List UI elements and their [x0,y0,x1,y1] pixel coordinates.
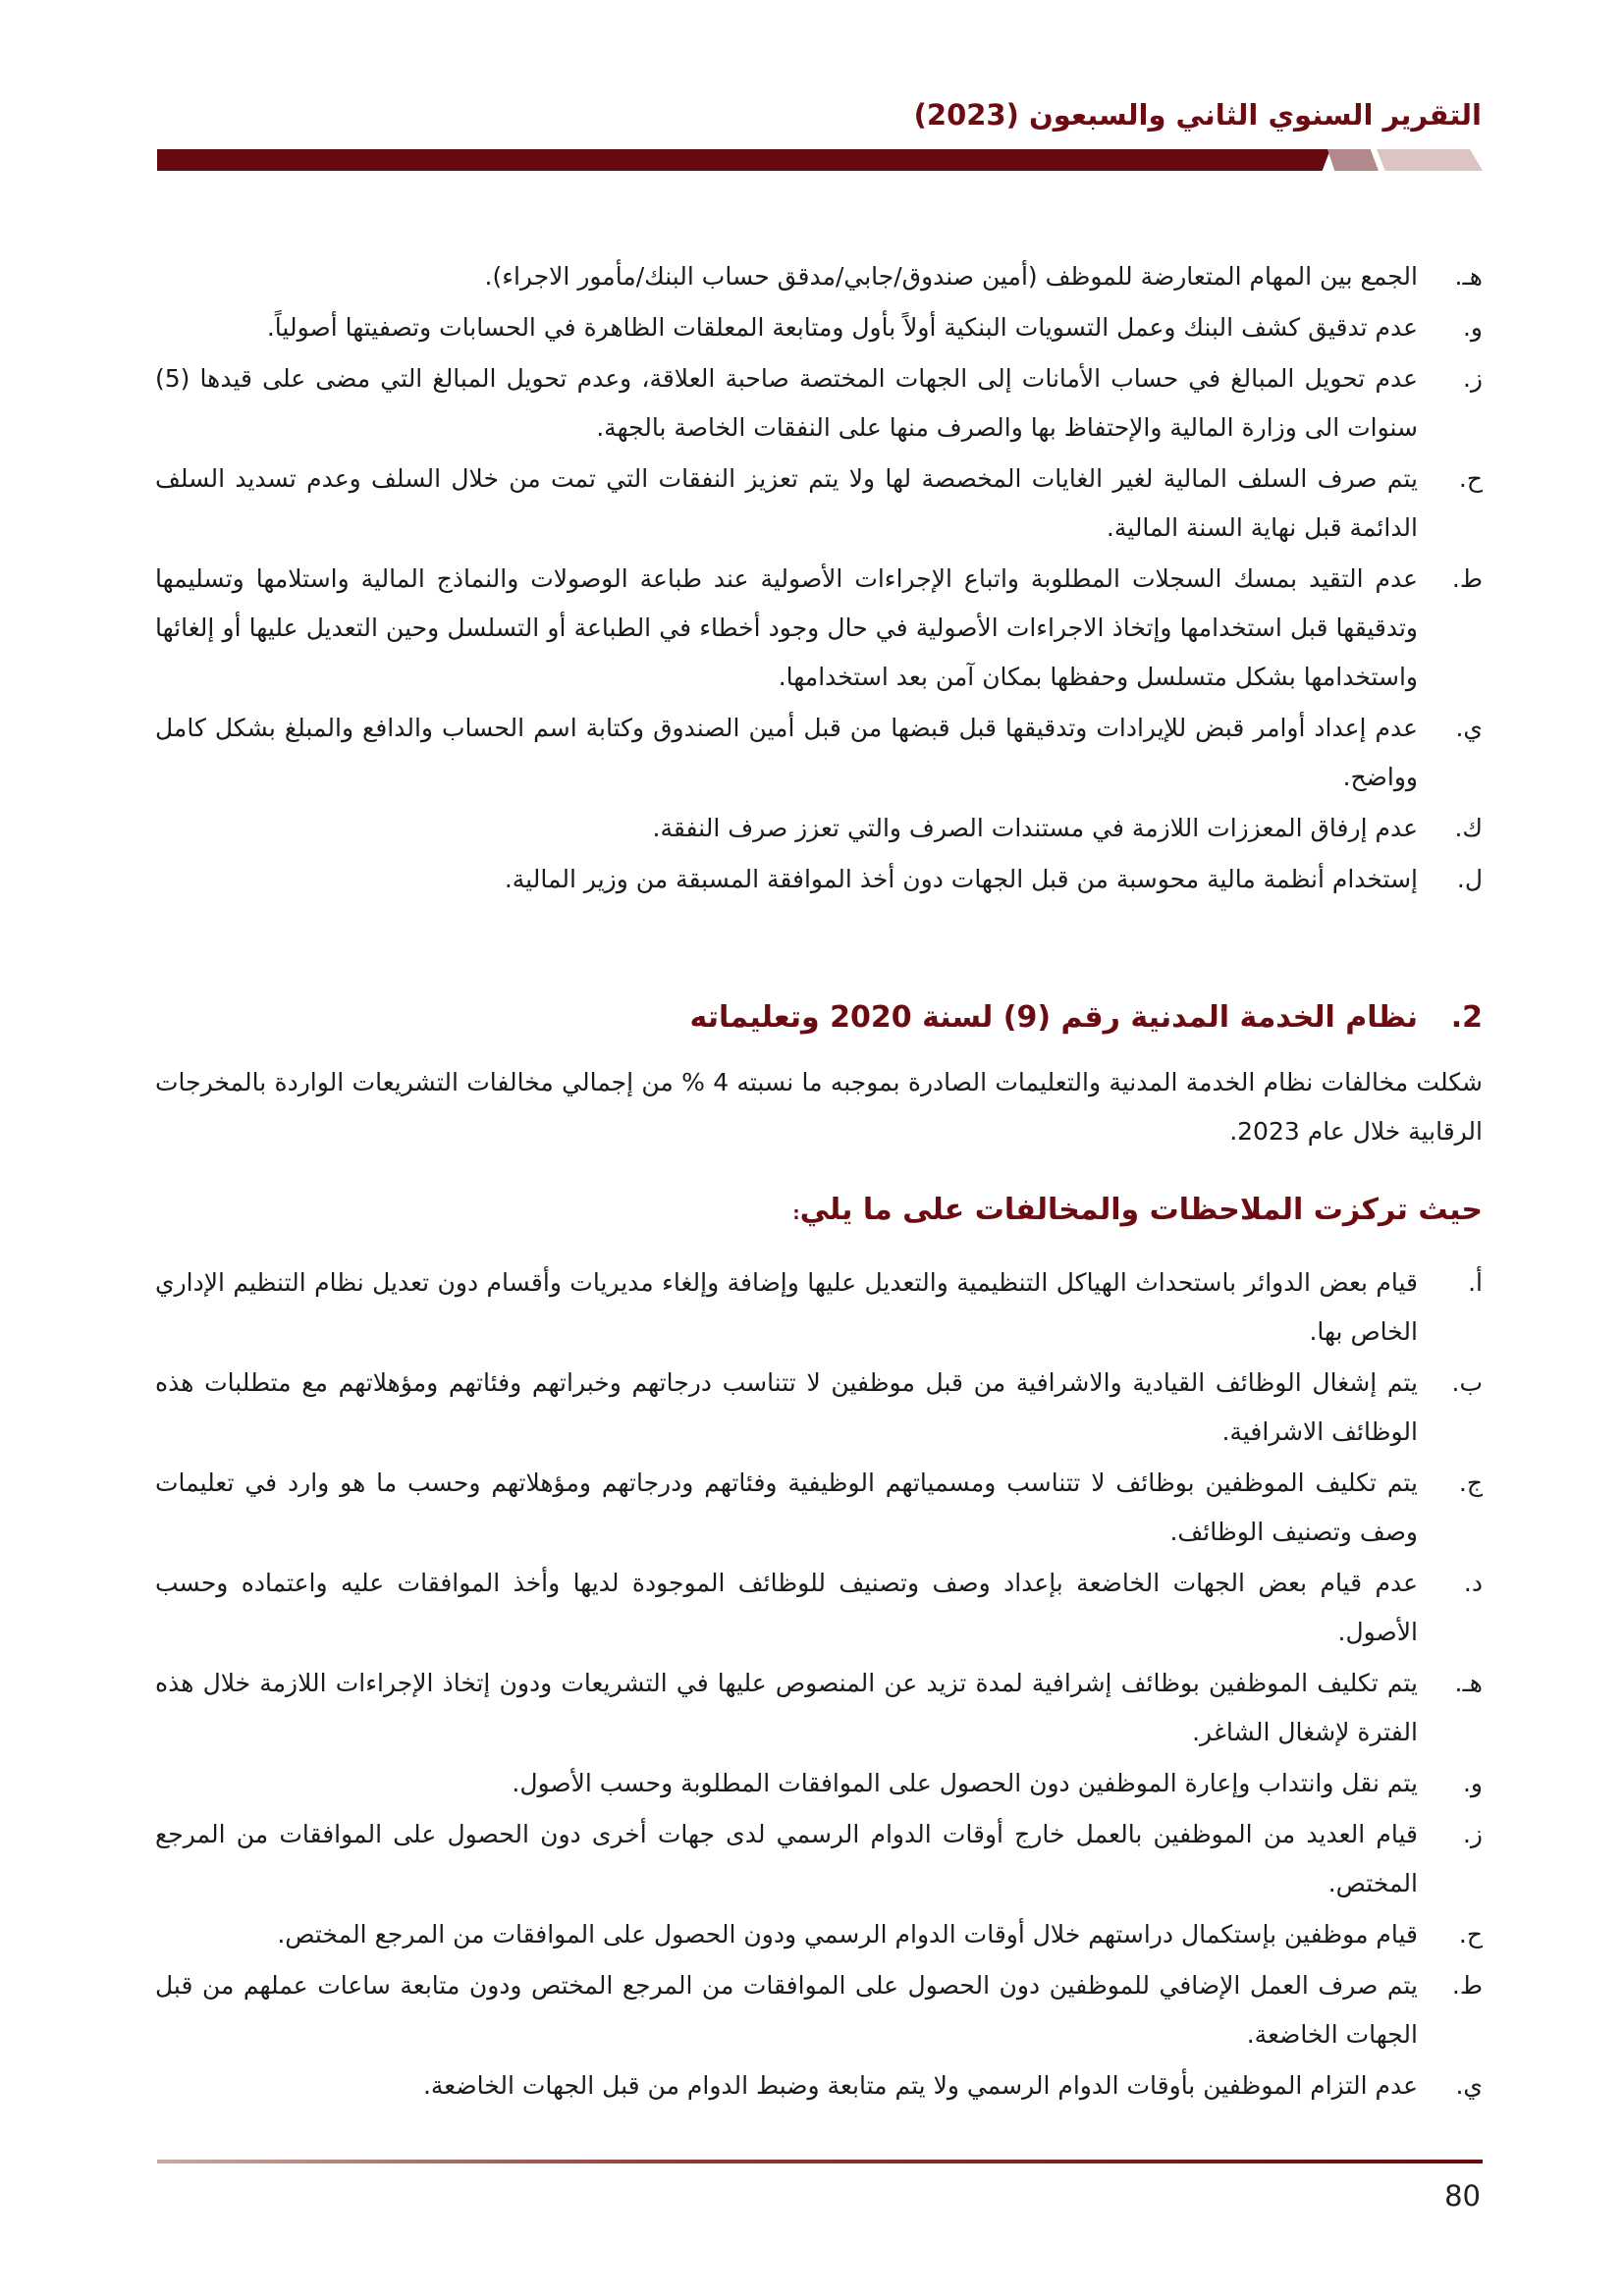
list-item-text: يتم صرف السلف المالية لغير الغايات المخصصة لها ولا يتم تعزيز النفقات التي تمت من خلال السلف وعدم تسديد السلف الدائمة قبل نهاية السنة المالية. [155,464,1418,542]
list-item-text: يتم نقل وانتداب وإعارة الموظفين دون الحصول على الموافقات المطلوبة وحسب الأصول. [512,1769,1418,1797]
list-item [155,1810,1483,1908]
list-item-label: ي. [1455,714,1483,742]
list-item-text: يتم إشغال الوظائف القيادية والاشرافية من قبل موظفين لا تتناسب درجاتهم وخبراتهم وفئاتهم ومؤهلاتهم مع متطلبات هذه الوظائف الاشرافية. [155,1368,1418,1446]
list-item-text: قيام موظفين بإستكمال دراستهم خلال أوقات الدوام الرسمي ودون الحصول على الموافقات من المرجع المختص. [277,1920,1418,1949]
list-item-label: ح. [1458,464,1483,493]
header-bar-accent [1327,149,1379,171]
subheading-text: حيث تركزت الملاحظات والمخالفات على ما يلي [799,1193,1483,1227]
section-paragraph: شكلت مخالفات نظام الخدمة المدنية والتعليمات الصادرة بموجبه ما نسبته 4 % من إجمالي مخالفات التشريعات الواردة بالمخرجات الرقابية خلال عام 2023. [155,1068,1483,1146]
list-item [155,804,1483,853]
list-item-text: قيام بعض الدوائر باستحداث الهياكل التنظيمية والتعديل عليها وإضافة وإلغاء مديريات وأقسام دون تعديل نظام التنظيم الإداري الخاص بها. [155,1268,1418,1346]
list-item-text: قيام العديد من الموظفين بالعمل خارج أوقات الدوام الرسمي لدى جهات أخرى دون الحصول على الموافقات من المرجع المختص. [155,1820,1418,1897]
financial-violations-list [155,252,1483,906]
civil-service-violations-list [155,1258,1483,2110]
list-item [155,252,1483,301]
list-item-label: هـ. [1454,262,1483,291]
list-item-text: عدم تدقيق كشف البنك وعمل التسويات البنكية أولاً بأول ومتابعة المعلقات الظاهرة في الحسابات وتصفيتها أصولياً. [266,313,1418,342]
list-item [155,303,1483,352]
list-item-label: ج. [1458,1468,1483,1497]
list-item-label: أ. [1468,1268,1483,1297]
list-item-label: ي. [1455,2071,1483,2100]
list-item-label: ز. [1462,1820,1483,1848]
report-title: التقرير السنوي الثاني والسبعون (2023) [913,98,1482,132]
list-item-label: ز. [1462,364,1483,393]
list-item [155,1961,1483,2059]
list-item [155,2061,1483,2110]
list-item-label: ط. [1451,564,1483,593]
list-item [155,1759,1483,1808]
subheading [155,1186,1483,1239]
list-item [155,855,1483,904]
list-item-text: عدم إعداد أوامر قبض للإيرادات وتدقيقها قبل قبضها من قبل أمين الصندوق وكتابة اسم الحساب والدافع والمبلغ بشكل كامل وواضح. [155,714,1418,791]
list-item [155,704,1483,802]
header-bar [157,149,1330,171]
list-item-label: ك. [1454,814,1483,842]
list-item [155,1359,1483,1457]
subheading-colon: : [792,1203,800,1224]
list-item-text: عدم تحويل المبالغ في حساب الأمانات إلى الجهات المختصة صاحبة العلاقة، وعدم تحويل المبالغ التي مضى على قيدها (5) سنوات الى وزارة المالية والإحتفاظ بها والصرف منها على النفقات الخاصة بالجهة. [155,364,1418,442]
list-item-text: يتم صرف العمل الإضافي للموظفين دون الحصول على الموافقات من المرجع المختص ودون متابعة ساعات عملهم من قبل الجهات الخاضعة. [155,1971,1418,2049]
list-item-label: ل. [1456,865,1483,893]
list-item-text: يتم تكليف الموظفين بوظائف لا تتناسب ومسمياتهم الوظيفية وفئاتهم ودرجاتهم ومؤهلاتهم وحسب ما هو وارد في تعليمات وصف وتصنيف الوظائف. [155,1468,1418,1546]
section-number: 2. [1450,1000,1483,1035]
list-item [155,555,1483,702]
list-item [155,1910,1483,1959]
list-item-text: عدم قيام بعض الجهات الخاضعة بإعداد وصف وتصنيف للوظائف الموجودة لديها وأخذ الموافقات عليه واعتماده وحسب الأصول. [155,1569,1418,1646]
footer-rule [157,2160,1483,2163]
section-2 [155,993,1483,2112]
list-item [155,454,1483,553]
list-item-label: د. [1463,1569,1483,1597]
list-item-text: إستخدام أنظمة مالية محوسبة من قبل الجهات دون أخذ الموافقة المسبقة من وزير المالية. [504,865,1418,893]
list-item-label: و. [1462,1769,1483,1797]
list-item-label: ب. [1451,1368,1483,1397]
header-bar-accent-light [1377,149,1483,171]
list-item [155,1559,1483,1657]
section-heading [155,993,1483,1042]
list-item [155,1659,1483,1757]
list-item-text: عدم التقيد بمسك السجلات المطلوبة واتباع الإجراءات الأصولية عند طباعة الوصولات والنماذج المالية واستلامها وتسليمها وتدقيقها قبل استخدامها وإتخاذ الاجراءات الأصولية في حال وجود أخطاء في الطباعة أو التسلسل وحين التعديل عليها أو إلغائها واستخدامها بشكل متسلسل وحفظها بمكان آمن بعد استخدامها. [155,564,1418,691]
list-item [155,1459,1483,1557]
list-item-label: و. [1462,313,1483,342]
list-item-label: ح. [1458,1920,1483,1949]
list-item-text: عدم التزام الموظفين بأوقات الدوام الرسمي ولا يتم متابعة وضبط الدوام من قبل الجهات الخاضعة. [422,2071,1418,2100]
list-item-text: عدم إرفاق المعززات اللازمة في مستندات الصرف والتي تعزز صرف النفقة. [652,814,1418,842]
list-item-text: يتم تكليف الموظفين بوظائف إشرافية لمدة تزيد عن المنصوص عليها في التشريعات ودون إتخاذ الإجراءات اللازمة خلال هذه الفترة لإشغال الشاغر. [155,1669,1418,1746]
list-item-label: ط. [1451,1971,1483,2000]
list-item-label: هـ. [1454,1669,1483,1697]
list-item [155,354,1483,453]
list-item-text: الجمع بين المهام المتعارضة للموظف (أمين صندوق/جابي/مدقق حساب البنك/مأمور الاجراء). [484,262,1418,291]
section-title: نظام الخدمة المدنية رقم (9) لسنة 2020 وتعليماته [689,1000,1418,1035]
page-number: 80 [1444,2179,1481,2213]
list-item [155,1258,1483,1357]
